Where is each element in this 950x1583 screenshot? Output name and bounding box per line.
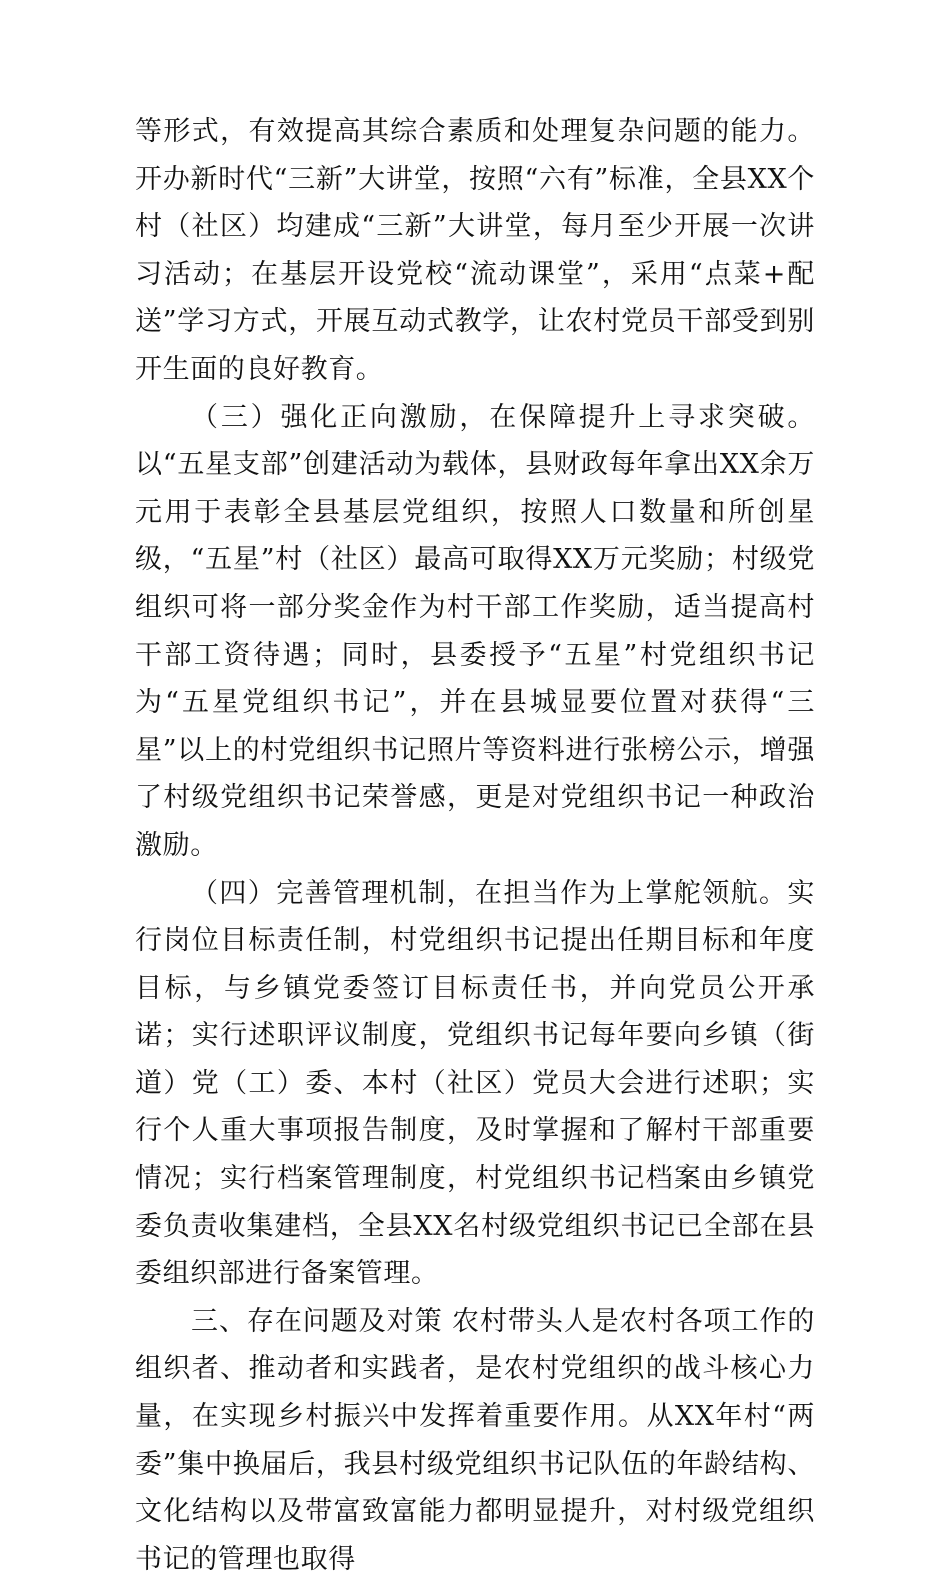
paragraph-1: 等形式，有效提高其综合素质和处理复杂问题的能力。开办新时代“三新”大讲堂，按照“六有”标准，全县XX个村（社区）均建成“三新”大讲堂，每月至少开展一次讲习活动；在基层开设党校“流动课堂”，采用“点菜+配送”学习方式，开展互动式教学，让农村党员干部受到别开生面的良好教育。 — [135, 116, 815, 385]
paragraph-2: （三）强化正向激励，在保障提升上寻求突破。以“五星支部”创建活动为载体，县财政每年拿出XX余万元用于表彰全县基层党组织，按照人口数量和所创星级，“五星”村（社区）最高可取得XX万元奖励；村级党组织可将一部分奖金作为村干部工作奖励，适当提高村干部工资待遇；同时，县委授予“五星”村党组织书记为“五星党组织书记”，并在县城显要位置对获得“三星”以上的村党组织书记照片等资料进行张榜公示，增强了村级党组织书记荣誉感，更是对党组织书记一种政治激励。 — [135, 401, 815, 861]
paragraph-4: 三、存在问题及对策 农村带头人是农村各项工作的组织者、推动者和实践者，是农村党组织的战斗核心力量，在实现乡村振兴中发挥着重要作用。从XX年村“两委”集中换届后，我县村级党组织书记队伍的年龄结构、文化结构以及带富致富能力都明显提升，对村级党组织书记的管理也取得 — [135, 1305, 815, 1575]
document-page — [135, 108, 815, 1583]
paragraph-3: （四）完善管理机制，在担当作为上掌舵领航。实行岗位目标责任制，村党组织书记提出任期目标和年度目标，与乡镇党委签订目标责任书，并向党员公开承诺；实行述职评议制度，党组织书记每年要向乡镇（街道）党（工）委、本村（社区）党员大会进行述职；实行个人重大事项报告制度，及时掌握和了解村干部重要情况；实行档案管理制度，村党组织书记档案由乡镇党委负责收集建档，全县XX名村级党组织书记已全部在县委组织部进行备案管理。 — [135, 877, 815, 1290]
